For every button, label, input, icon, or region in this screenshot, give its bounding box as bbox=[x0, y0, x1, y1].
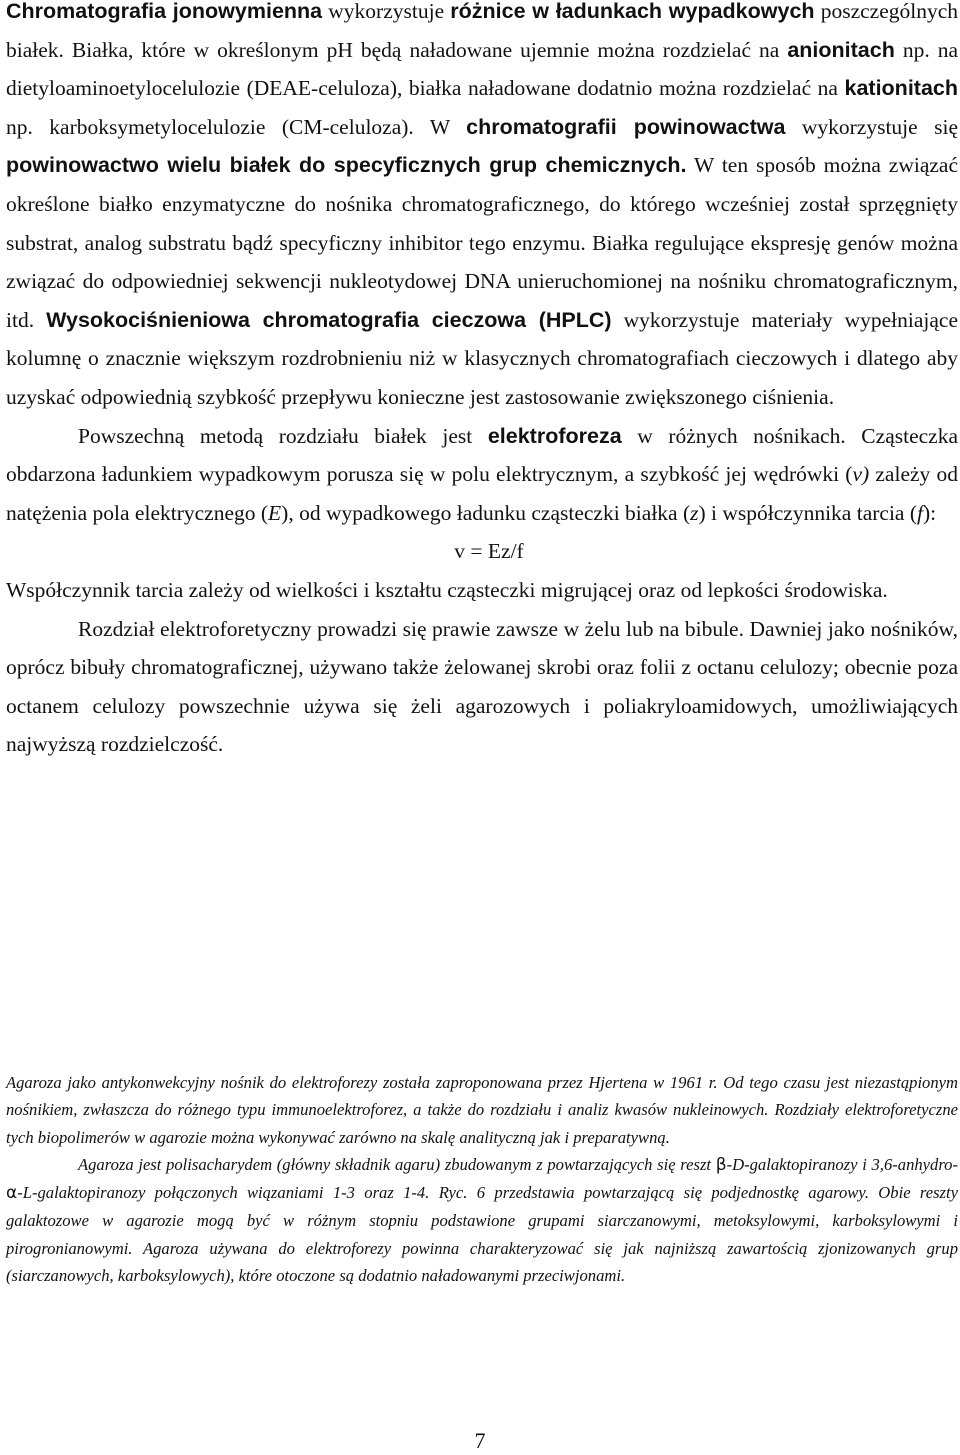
text-run: -D-galaktopiranozy i 3,6-anhydro- bbox=[726, 1154, 958, 1174]
text-run: zależy od natężenia pola elektrycznego ( bbox=[6, 462, 958, 525]
note-agarose-history: Agaroza jako antykonwekcyjny nośnik do elektroforezy została zaproponowana przez Hjertena w 1961 r. Od tego czasu jest niezastąpionym nośnikiem, zwłaszcza do różnego typu immunoelektroforez, a także do rozdziału i analiz kwasów nukleinowych. Rozdziały elektroforetyczne tych biopolimerów w agarozie można wykonywać zarówno na skalę analityczną jak i preparatywną. bbox=[6, 1073, 958, 1147]
text-run: ) i współczynnika tarcia ( bbox=[698, 500, 917, 525]
text-run: wykorzystuje się bbox=[785, 114, 959, 139]
bold-term: Wysokociśnieniowa chromatografia cieczowa (HPLC) bbox=[46, 307, 612, 332]
symbol-v: v) bbox=[852, 462, 870, 487]
formula: v = Ez/f bbox=[454, 539, 524, 564]
text-run: np. na dietyloaminoetylocelulozie (DEAE-celuloza), białka naładowane dodatnio można rozdzielać na bbox=[6, 37, 958, 101]
bold-term: chromatografii powinowactwa bbox=[466, 114, 786, 139]
text-run: -L-galaktopiranozy połączonych wiązaniami 1-3 oraz 1-4. Ryc. 6 przedstawia powtarzającą się podjednostkę agarowy. Obie reszty galaktozowe w agarozie mogą być w różnym stopniu podstawione grupami siarczanowymi, metoksylowymi, karboksylowymi i pirogronianowymi. Agaroza używana do elektroforezy powinna charakteryzować się jak najniższą zawartością zjonizowanych grup (siarczanowych, karboksylowych), które otoczone są dodatnio naładowanymi przeciwjonami. bbox=[6, 1183, 958, 1286]
bold-term: powinowactwo wielu białek do specyficznych grup chemicznych. bbox=[6, 153, 687, 178]
text-run: ): bbox=[922, 500, 937, 525]
symbol-e: E bbox=[268, 500, 282, 525]
alpha-symbol: α bbox=[6, 1183, 18, 1204]
text-run: np. karboksymetylocelulozie (CM-celuloza). W bbox=[6, 114, 467, 139]
text-run: poszczególnych białek. Białka, które w określonym pH będą naładowane ujemnie można rozdzielać na bbox=[6, 0, 959, 62]
symbol-z: z bbox=[690, 500, 699, 525]
text-run: ), od wypadkowego ładunku cząsteczki białka ( bbox=[281, 500, 691, 525]
symbol-f: f bbox=[917, 500, 923, 525]
paragraph-chromatography bbox=[6, 0, 958, 417]
text-run: Powszechną metodą rozdziału białek jest bbox=[78, 423, 488, 448]
bold-term: kationitach bbox=[844, 76, 958, 101]
text-run: wykorzystuje bbox=[322, 0, 451, 23]
bold-term: Chromatografia jonowymienna bbox=[6, 0, 323, 23]
text-run: W ten sposób można związać określone białko enzymatyczne do nośnika chromatograficznego, do którego wcześniej został sprzęgnięty substrat, analog substratu bądź specyficzny inhibitor tego enzymu. Białka regulujące ekspresję genów można związać do odpowiedniej sekwencji nukleotydowej DNA unieruchomionej na nośniku chromatograficznym, itd. bbox=[6, 153, 959, 332]
text-run: Agaroza jest polisacharydem (główny składnik agaru) zbudowanym z powtarzających się reszt bbox=[78, 1154, 716, 1174]
text-run: w różnych nośnikach. Cząsteczka obdarzona ładunkiem wypadkowym porusza się w polu elektrycznym, a szybkość jej wędrówki ( bbox=[6, 423, 958, 487]
text-run: wykorzystuje materiały wypełniające kolumnę o znacznie większym rozdrobnieniu niż w klasycznych chromatografiach cieczowych i dlatego aby uzyskać odpowiednią szybkość przepływu konieczne jest zastosowanie zwiększonego ciśnienia. bbox=[6, 307, 958, 409]
beta-symbol: β bbox=[715, 1154, 727, 1175]
paragraph-friction: Współczynnik tarcia zależy od wielkości i kształtu cząsteczki migrującej oraz od lepkości środowiska. bbox=[6, 577, 888, 602]
paragraph-media: Rozdział elektroforetyczny prowadzi się prawie zawsze w żelu lub na bibule. Dawniej jako nośników, oprócz bibuły chromatograficznej, używano także żelowanej skrobi oraz folii z octanu celulozy; obecnie poza octanem celulozy powszechnie używa się żeli agarozowych i poliakryloamidowych, umożliwiających najwyższą rozdzielczość. bbox=[6, 616, 958, 757]
small-print-note bbox=[6, 1069, 958, 1289]
bold-term: różnice w ładunkach wypadkowych bbox=[450, 0, 815, 23]
bold-term: elektroforeza bbox=[487, 423, 622, 448]
page-number: 7 bbox=[474, 1428, 486, 1453]
note-agarose-structure bbox=[6, 1151, 958, 1289]
main-text bbox=[6, 0, 958, 764]
bold-term: anionitach bbox=[787, 37, 895, 62]
paragraph-electrophoresis bbox=[6, 417, 958, 533]
